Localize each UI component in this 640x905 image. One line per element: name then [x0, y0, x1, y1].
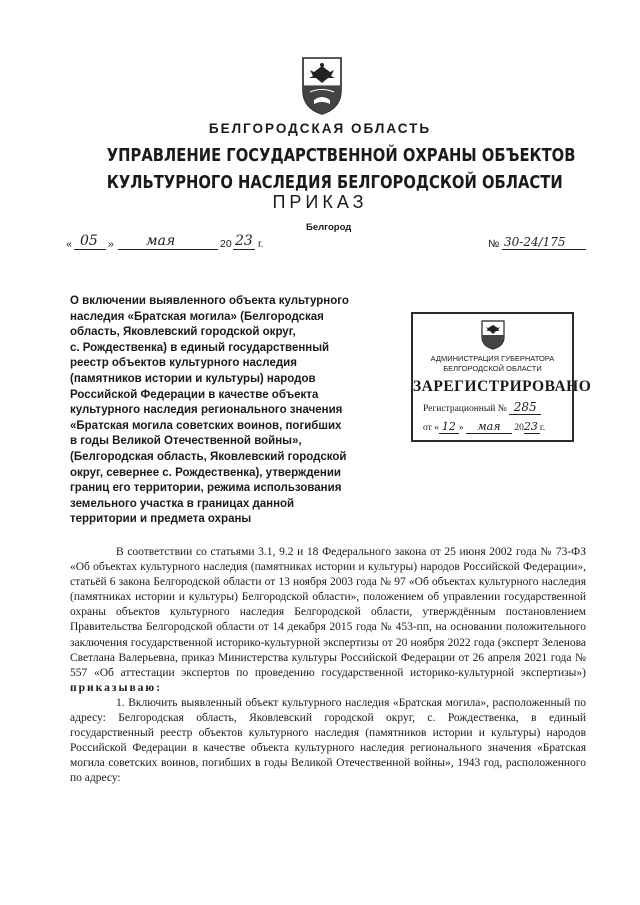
subject-line: земельного участка в границах данной — [70, 497, 295, 510]
subject-line: в годы Великой Отечественной войны», — [70, 435, 302, 448]
body-paragraph-1 — [70, 545, 586, 696]
stamp-registered-label: ЗАРЕГИСТРИРОВАНО — [413, 378, 592, 395]
coat-of-arms-emblem — [300, 56, 344, 116]
stamp-date-year-prefix: 20 — [514, 423, 524, 433]
department-title — [106, 142, 576, 196]
subject-line: (Белгородская область, Яковлевский городской — [70, 450, 347, 463]
order-word: приказываю: — [70, 681, 163, 694]
stamp-date-unit: г. — [539, 423, 546, 433]
stamp-registration-number-line — [423, 400, 573, 415]
city-name: Белгород — [306, 222, 352, 233]
date-close-quote: » — [108, 238, 114, 250]
subject-line: реестр объектов культурного наследия — [70, 357, 297, 370]
date-day: 05 — [80, 233, 98, 249]
subject-line: (памятников истории и культуры) народов — [70, 372, 316, 385]
stamp-organization — [413, 354, 572, 374]
number-sign: № — [488, 238, 500, 250]
date-year-unit: г. — [258, 238, 264, 250]
stamp-date-close: » — [458, 423, 464, 433]
department-title-line-1: УПРАВЛЕНИЕ ГОСУДАРСТВЕННОЙ ОХРАНЫ ОБЪЕКТОВ — [106, 145, 576, 166]
body-paragraph-2: 1. Включить выявленный объект культурного наследия «Братская могила», расположенный по адресу: Белгородская область, Яковлевский городской округ, с. Рождественка, в единый государственный реестр объектов культурного наследия (памятников истории и культуры) народов Российской Федерации в качестве объекта культурного наследия регионального значения «Братская могила советских воинов, погибших в годы Великой Отечественной войны», 1943 год, расположенного по адресу: — [70, 696, 586, 785]
order-number-line — [488, 232, 588, 254]
date-year-suffix: 23 — [235, 233, 253, 249]
date-year-underline — [233, 249, 255, 250]
number-underline — [502, 249, 586, 250]
stamp-org-line-1: АДМИНИСТРАЦИЯ ГУБЕРНАТОРА — [430, 354, 555, 363]
document-type-heading: ПРИКАЗ — [272, 192, 368, 212]
subject-line: область, Яковлевский городской округ, — [70, 326, 296, 339]
order-body — [70, 545, 586, 787]
stamp-date-from: от « — [423, 423, 439, 433]
subject-line: О включении выявленного объекта культурного — [70, 295, 349, 307]
stamp-reg-label: Регистрационный № — [423, 404, 507, 414]
stamp-date-line — [423, 420, 573, 434]
stamp-emblem-icon — [480, 320, 506, 350]
subject-line: границ его территории, режима использования — [70, 482, 342, 495]
preamble-text: В соответствии со статьями 3.1, 9.2 и 18 Федерального закона от 25 июня 2002 года № 73-ФЗ «Об объектах культурного наследия (памятниках истории и культуры) народов Российской Федерации», статьёй 6 закона Белгородской области от 13 ноября 2003 года № 97 «Об объектах культурного наследия (памятниках истории и культуры) Белгородской области», положением об управлении государственной охраны объектов культурного наследия Белгородской области, утверждённым постановлением Правительства Белгородской области от 14 декабря 2015 года № 453-пп, на основании положительного заключения государственной историко-культурной экспертизы от 20 ноября 2022 года (эксперт Зеленова Светлана Валерьевна, приказ Министерства культуры Российской Федерации от 26 апреля 2021 года № 557 «Об аттестации экспертов по проведению государственной историко-культурной экспертизы») — [70, 546, 586, 679]
subject-line: с. Рождественка) в единый государственный — [70, 341, 330, 354]
subject-line: наследия «Братская могила» (Белгородская — [70, 310, 324, 323]
department-title-line-2: КУЛЬТУРНОГО НАСЛЕДИЯ БЕЛГОРОДСКОЙ ОБЛАСТИ — [106, 172, 563, 193]
date-month: мая — [146, 233, 176, 249]
subject-line: Российской Федерации в качестве объекта — [70, 388, 319, 401]
date-month-underline — [118, 249, 218, 250]
date-open-quote: « — [66, 238, 72, 250]
order-number: 30-24/175 — [504, 235, 566, 249]
date-year-prefix: 20 — [220, 238, 232, 250]
date-line — [66, 232, 286, 254]
stamp-date-year-suffix: 23 — [523, 420, 538, 433]
registration-stamp — [411, 312, 592, 442]
stamp-date-day: 12 — [439, 420, 459, 434]
stamp-org-line-2: БЕЛГОРОДСКОЙ ОБЛАСТИ — [443, 364, 542, 373]
region-name: БЕЛГОРОДСКАЯ ОБЛАСТЬ — [208, 121, 432, 136]
subject-line: территории и предмета охраны — [70, 513, 252, 526]
subject-line: «Братская могила советских воинов, погибших — [70, 419, 342, 432]
subject-line: округ, севернее с. Рождественка), утверждении — [70, 466, 341, 479]
subject-line: культурного наследия регионального значения — [70, 404, 343, 417]
date-day-underline — [74, 249, 106, 250]
order-subject — [70, 294, 360, 528]
stamp-date-month: мая — [466, 420, 512, 434]
stamp-reg-number: 285 — [509, 400, 541, 415]
